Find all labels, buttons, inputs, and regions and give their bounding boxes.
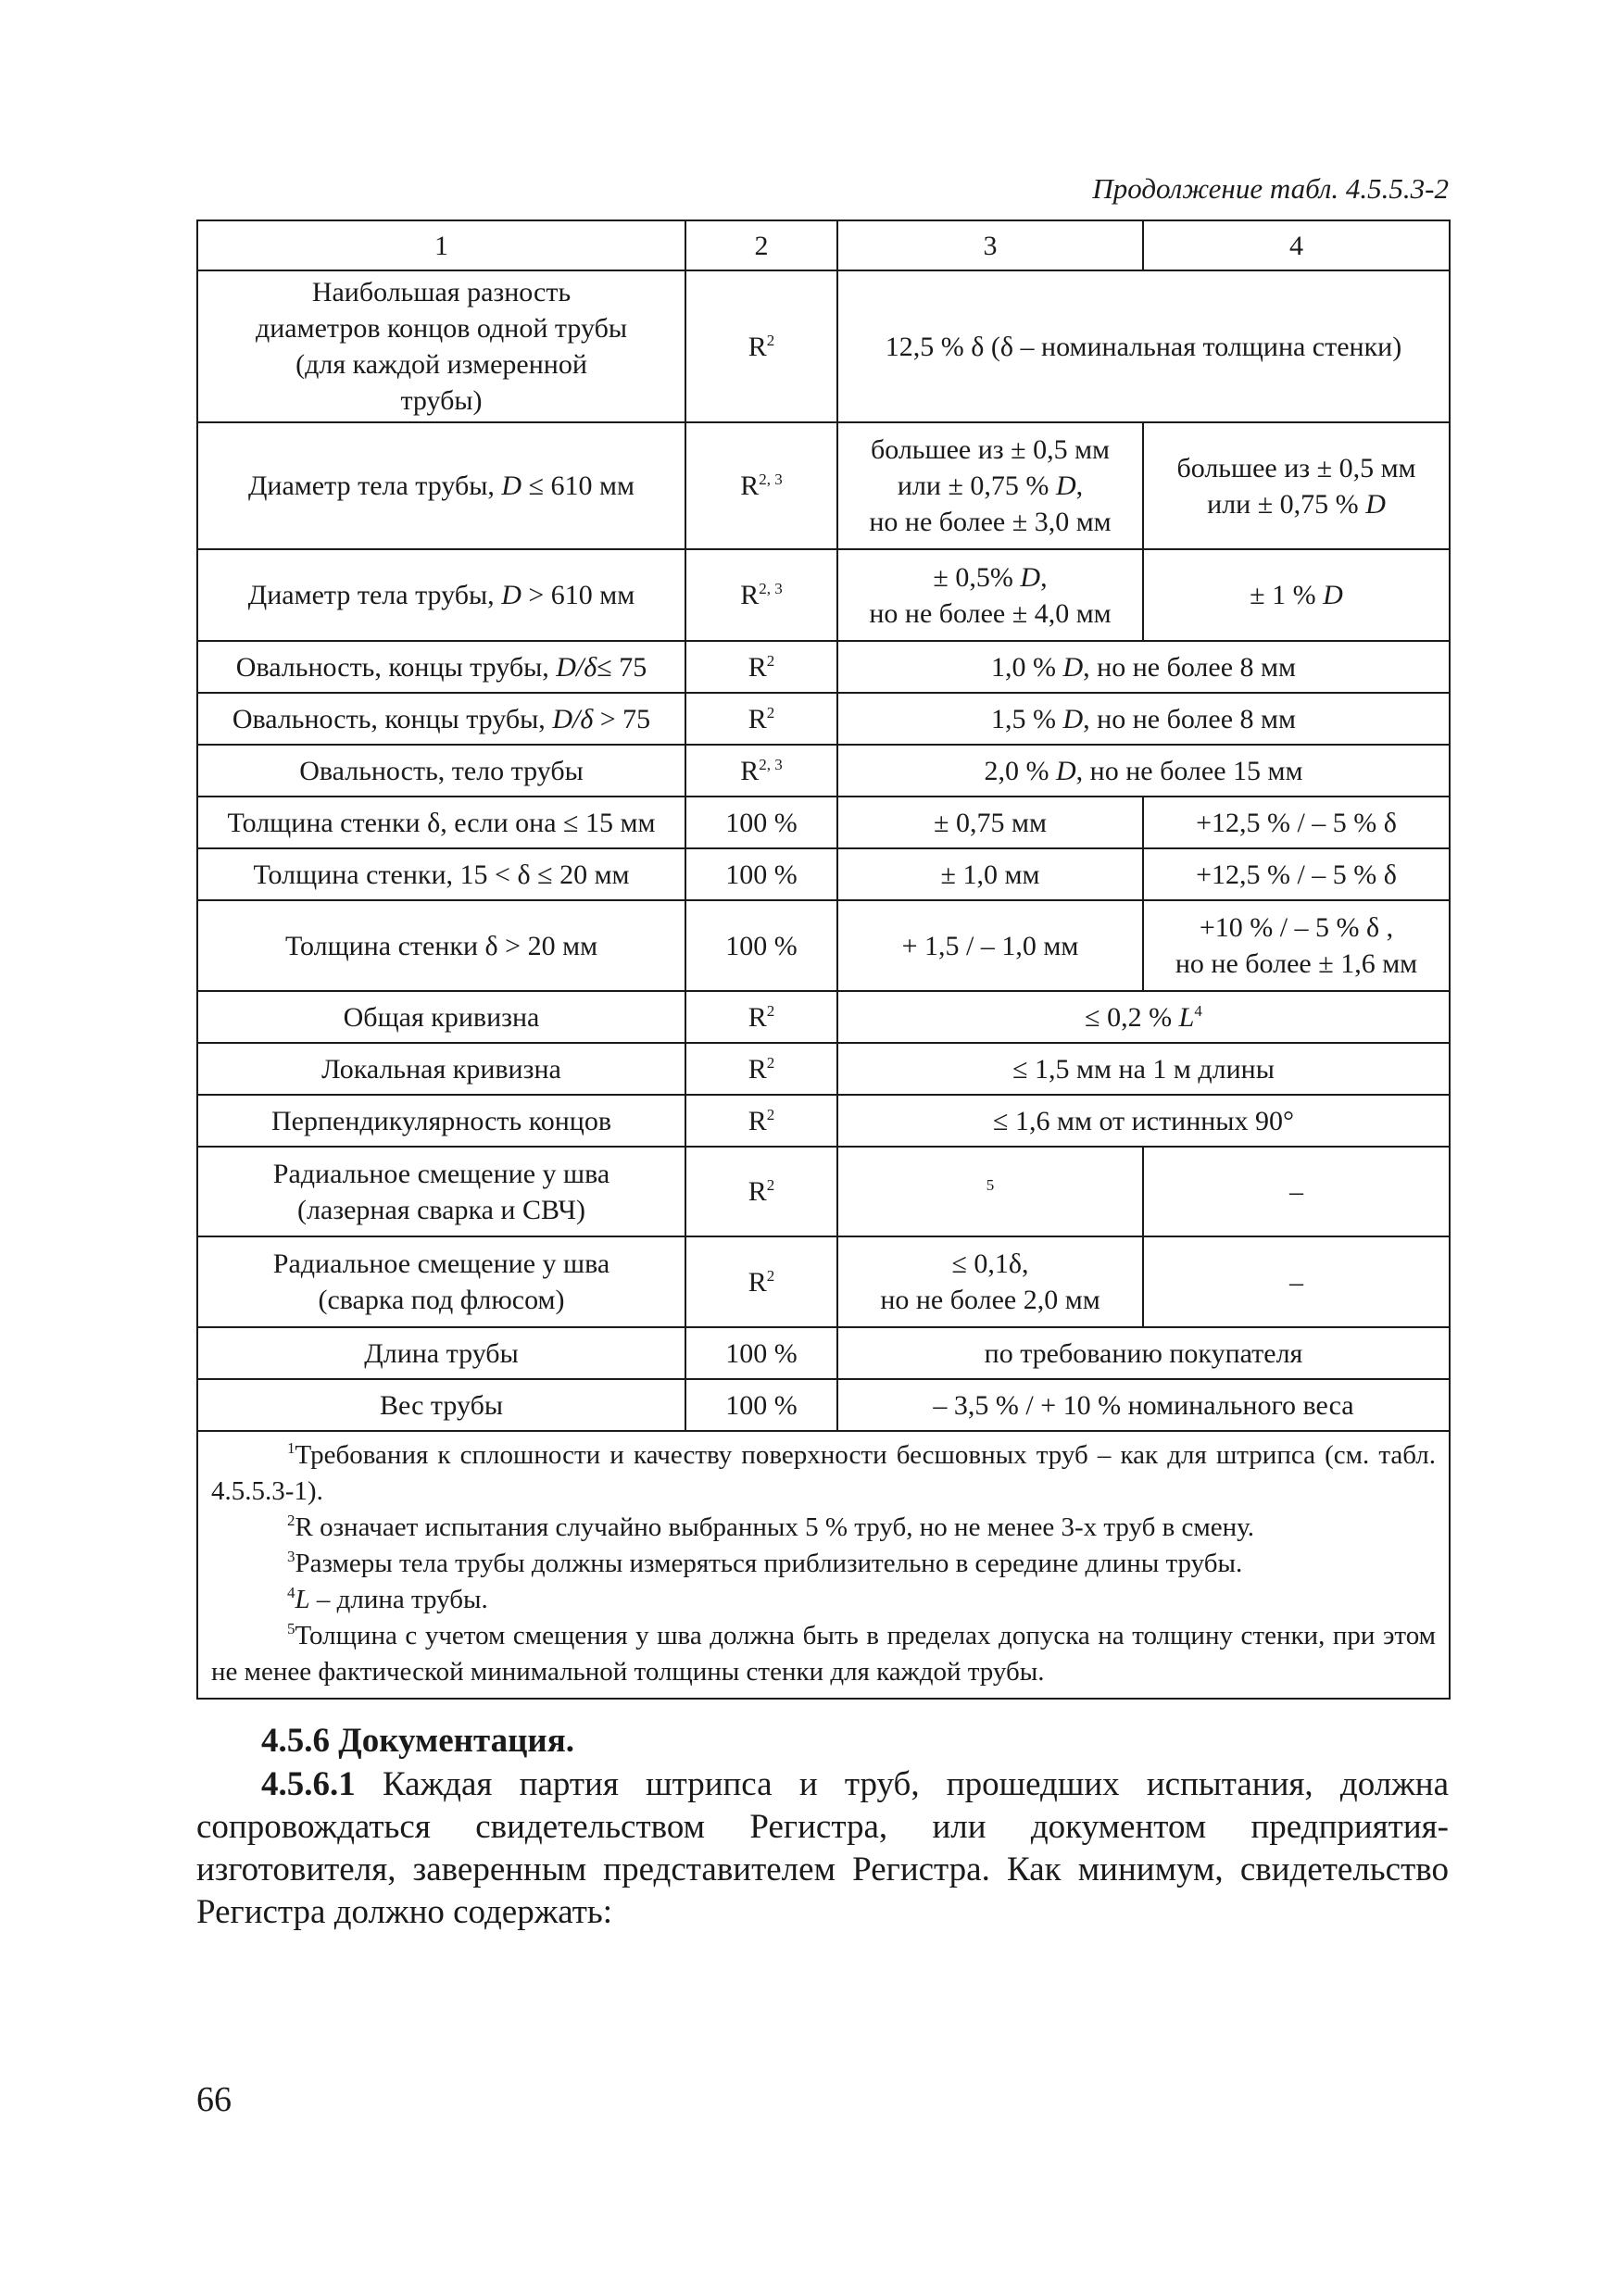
frequency-cell: 100 %	[685, 1379, 837, 1431]
table-row	[197, 693, 1450, 745]
frequency-cell: $R^2$	[685, 693, 837, 745]
frequency-cell: R$^{2, 3}$	[685, 422, 837, 549]
tolerance-cell: ≤ 0,2 % $L^4$	[837, 991, 1450, 1043]
frequency-cell: $R^2$	[685, 1043, 837, 1095]
table-notes-row	[197, 1431, 1450, 1699]
parameter-cell: Локальная кривизна	[197, 1043, 685, 1095]
tolerance-cell-col4: +10 % / – 5 % δ , но не более ± 1,6 мм	[1143, 900, 1450, 991]
footnote: $^2$R означает испытания случайно выбранных 5 % труб, но не менее 3-х труб в смену.	[287, 1512, 1255, 1542]
table-row	[197, 1147, 1450, 1236]
table-row	[197, 1327, 1450, 1379]
parameter-cell: Диаметр тела трубы, D > 610 мм	[197, 549, 685, 641]
column-header: 3	[837, 220, 1143, 270]
parameter-cell: Наибольшая разность диаметров концов одной трубы (для каждой измеренной трубы)	[197, 270, 685, 422]
tolerance-cell-col3: большее из ± 0,5 мм или ± 0,75 % D, но не более ± 3,0 мм	[837, 422, 1143, 549]
frequency-cell: $R^2$	[685, 270, 837, 422]
tolerance-cell: 1,5 % D, но не более 8 мм	[837, 693, 1450, 745]
table-notes	[197, 1431, 1450, 1699]
parameter-cell: Вес трубы	[197, 1379, 685, 1431]
tolerance-cell-col4: ± 1 % D	[1143, 549, 1450, 641]
tolerance-cell-col4: +12,5 % / – 5 % δ	[1143, 797, 1450, 848]
parameter-cell: Радиальное смещение у шва (сварка под флюсом)	[197, 1236, 685, 1327]
tolerance-cell: – 3,5 % / + 10 % номинального веса	[837, 1379, 1450, 1431]
frequency-cell: R$^{2, 3}$	[685, 549, 837, 641]
table-row	[197, 745, 1450, 797]
frequency-cell: R$^{2, 3}$	[685, 745, 837, 797]
parameter-cell: Толщина стенки, 15 < δ ≤ 20 мм	[197, 848, 685, 900]
column-header: 1	[197, 220, 685, 270]
tolerance-cell-col3: ± 0,75 мм	[837, 797, 1143, 848]
table-row	[197, 422, 1450, 549]
tolerance-cell-col3: + 1,5 / – 1,0 мм	[837, 900, 1143, 991]
footnote: $^3$Размеры тела трубы должны измеряться приблизительно в середине длины трубы.	[287, 1548, 1243, 1578]
tolerance-cell: ≤ 1,6 мм от истинных 90°	[837, 1095, 1450, 1147]
frequency-cell: 100 %	[685, 1327, 837, 1379]
frequency-cell: 100 %	[685, 900, 837, 991]
page-number: 66	[196, 2080, 232, 2119]
table-row	[197, 641, 1450, 693]
frequency-cell: $R^2$	[685, 641, 837, 693]
table-row	[197, 1236, 1450, 1327]
tolerance-cell: 2,0 % D, но не более 15 мм	[837, 745, 1450, 797]
frequency-cell: $R^2$	[685, 1236, 837, 1327]
table-header-row	[197, 220, 1450, 270]
parameter-cell: Овальность, тело трубы	[197, 745, 685, 797]
parameter-cell: Овальность, концы трубы, D/δ > 75	[197, 693, 685, 745]
parameter-cell: Длина трубы	[197, 1327, 685, 1379]
frequency-cell: $R^2$	[685, 1147, 837, 1236]
tolerance-cell-col3: ± 1,0 мм	[837, 848, 1143, 900]
tolerance-cell-col4: большее из ± 0,5 мм или ± 0,75 % D	[1143, 422, 1450, 549]
parameter-cell: Диаметр тела трубы, D ≤ 610 мм	[197, 422, 685, 549]
column-header: 4	[1143, 220, 1450, 270]
table-row	[197, 549, 1450, 641]
table-row	[197, 900, 1450, 991]
table-row	[197, 991, 1450, 1043]
parameter-cell: Овальность, концы трубы, D/δ≤ 75	[197, 641, 685, 693]
body-paragraph	[196, 1763, 1449, 1934]
frequency-cell: 100 %	[685, 848, 837, 900]
table-row	[197, 270, 1450, 422]
parameter-cell: Общая кривизна	[197, 991, 685, 1043]
tolerance-cell-col4: –	[1143, 1147, 1450, 1236]
parameter-cell: Толщина стенки δ > 20 мм	[197, 900, 685, 991]
table-row	[197, 1095, 1450, 1147]
tolerance-cell-col3: 5	[837, 1147, 1143, 1236]
table-row	[197, 1043, 1450, 1095]
table-row	[197, 1379, 1450, 1431]
tolerance-cell-col3: ≤ 0,1δ, но не более 2,0 мм	[837, 1236, 1143, 1327]
frequency-cell: $R^2$	[685, 991, 837, 1043]
footnote: $^4$L – длина трубы.	[287, 1584, 488, 1614]
tolerance-cell: ≤ 1,5 мм на 1 м длины	[837, 1043, 1450, 1095]
parameter-cell: Перпендикулярность концов	[197, 1095, 685, 1147]
tolerance-cell: 12,5 % δ (δ – номинальная толщина стенки)	[837, 270, 1450, 422]
frequency-cell: $R^2$	[685, 1095, 837, 1147]
tolerance-cell-col4: +12,5 % / – 5 % δ	[1143, 848, 1450, 900]
section-heading: 4.5.6 Документация.	[261, 1722, 574, 1760]
paragraph-text: Каждая партия штрипса и труб, прошедших испытания, должна сопровождаться свидетельством Регистра, или документом предприятия-изготовителя, заверенным представителем Регистра. Как минимум, свидетельство Регистра должно содержать:	[196, 1765, 1449, 1931]
tolerance-cell: по требованию покупателя	[837, 1327, 1450, 1379]
column-header: 2	[685, 220, 837, 270]
table-row	[197, 848, 1450, 900]
parameter-cell: Толщина стенки δ, если она ≤ 15 мм	[197, 797, 685, 848]
tolerance-cell-col4: –	[1143, 1236, 1450, 1327]
tolerance-table	[196, 220, 1451, 1700]
paragraph-number: 4.5.6.1	[261, 1765, 356, 1803]
frequency-cell: 100 %	[685, 797, 837, 848]
table-row	[197, 797, 1450, 848]
parameter-cell: Радиальное смещение у шва (лазерная сварка и СВЧ)	[197, 1147, 685, 1236]
footnote: $^5$Толщина с учетом смещения у шва должна быть в пределах допуска на толщину стенки, при этом не менее фактической минимальной толщины стенки для каждой трубы.	[211, 1620, 1436, 1687]
tolerance-cell-col3: ± 0,5% D, но не более ± 4,0 мм	[837, 549, 1143, 641]
table-caption: Продолжение табл. 4.5.5.3-2	[1092, 172, 1449, 205]
tolerance-cell: 1,0 % D, но не более 8 мм	[837, 641, 1450, 693]
footnote: $^1$Требования к сплошности и качеству поверхности бесшовных труб – как для штрипса (см. табл. 4.5.5.3-1).	[211, 1439, 1436, 1506]
